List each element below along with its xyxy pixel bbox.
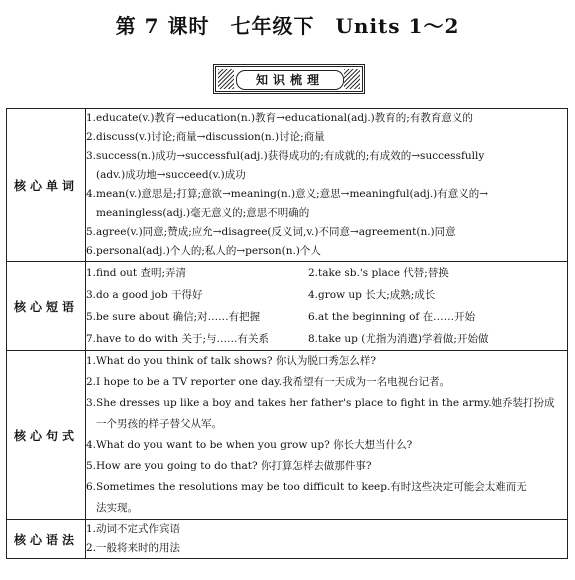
vocab-line: 3.success(n.)成功→successful(adj.)获得成功的;有成就的;有成效的→successfully	[86, 150, 485, 162]
phrase-item: 4.grow up 长大;成熟;成长	[308, 289, 436, 301]
banner-frame	[213, 64, 365, 94]
section-banner	[0, 64, 575, 94]
banner-title: 知识梳理	[236, 70, 344, 90]
phrase-item: 5.be sure about 确信;对……有把握	[86, 311, 261, 323]
vocab-label: 核心单词	[7, 109, 86, 262]
sentence-line: 3.She dresses up like a boy and takes her father's place to fight in the army.她乔装打扮成	[86, 397, 555, 409]
sentences-row	[7, 351, 568, 520]
sentence-line: 2.I hope to be a TV reporter one day.我希望有一天成为一名电视台记者。	[86, 376, 451, 388]
vocab-line: 4.mean(v.)意思是;打算;意欲→meaning(n.)意义;意思→meaningful(adj.)有意义的→	[86, 188, 489, 200]
grammar-row	[7, 520, 568, 559]
vocab-content	[86, 109, 568, 262]
sentence-line: 5.How are you going to do that? 你打算怎样去做那件事?	[86, 460, 372, 472]
page-title: 第 7 课时 七年级下 Units 1～2	[115, 14, 460, 38]
grammar-line: 1.动词不定式作宾语	[86, 523, 181, 535]
sentence-line: 一个男孩的样子替父从军。	[96, 418, 222, 430]
phrases-content	[86, 262, 568, 351]
phrase-item: 2.take sb.'s place 代替;替换	[308, 267, 449, 279]
vocab-line: 6.personal(adj.)个人的;私人的→person(n.)个人	[86, 245, 321, 257]
phrase-item: 8.take up (尤指为消遣)学着做;开始做	[308, 333, 489, 345]
phrase-item: 6.at the beginning of 在……开始	[308, 311, 476, 323]
phrases-label: 核心短语	[7, 262, 86, 351]
sentence-line: 1.What do you think of talk shows? 你认为脱口秀怎么样?	[86, 355, 376, 367]
vocab-line: 2.discuss(v.)讨论;商量→discussion(n.)讨论;商量	[86, 131, 325, 143]
phrase-item: 7.have to do with 关于;与……有关系	[86, 333, 269, 345]
sentence-line: 6.Sometimes the resolutions may be too difficult to keep.有时这些决定可能会太难而无	[86, 481, 527, 493]
vocab-line: meaningless(adj.)毫无意义的;意思不明确的	[96, 207, 310, 219]
grammar-label: 核心语法	[7, 520, 86, 559]
banner-hatch-left	[218, 69, 234, 89]
phrases-grid	[86, 262, 567, 350]
grammar-line: 2.一般将来时的用法	[86, 542, 181, 554]
sentence-line: 4.What do you want to be when you grow up? 你长大想当什么?	[86, 439, 413, 451]
phrase-item: 3.do a good job 干得好	[86, 289, 203, 301]
banner-hatch-right	[344, 69, 360, 89]
grammar-content	[86, 520, 568, 559]
knowledge-table	[6, 108, 568, 559]
sentences-label: 核心句式	[7, 351, 86, 520]
sentence-line: 法实现。	[96, 502, 138, 514]
vocab-line: 1.educate(v.)教育→education(n.)教育→educational(adj.)教育的;有教育意义的	[86, 112, 473, 124]
vocab-line: (adv.)成功地→succeed(v.)成功	[96, 169, 246, 181]
vocab-line: 5.agree(v.)同意;赞成;应允→disagree(反义词,v.)不同意→agreement(n.)同意	[86, 226, 456, 238]
sentences-content	[86, 351, 568, 520]
phrase-item: 1.find out 查明;弄清	[86, 267, 187, 279]
vocab-row	[7, 109, 568, 262]
phrases-row	[7, 262, 568, 351]
